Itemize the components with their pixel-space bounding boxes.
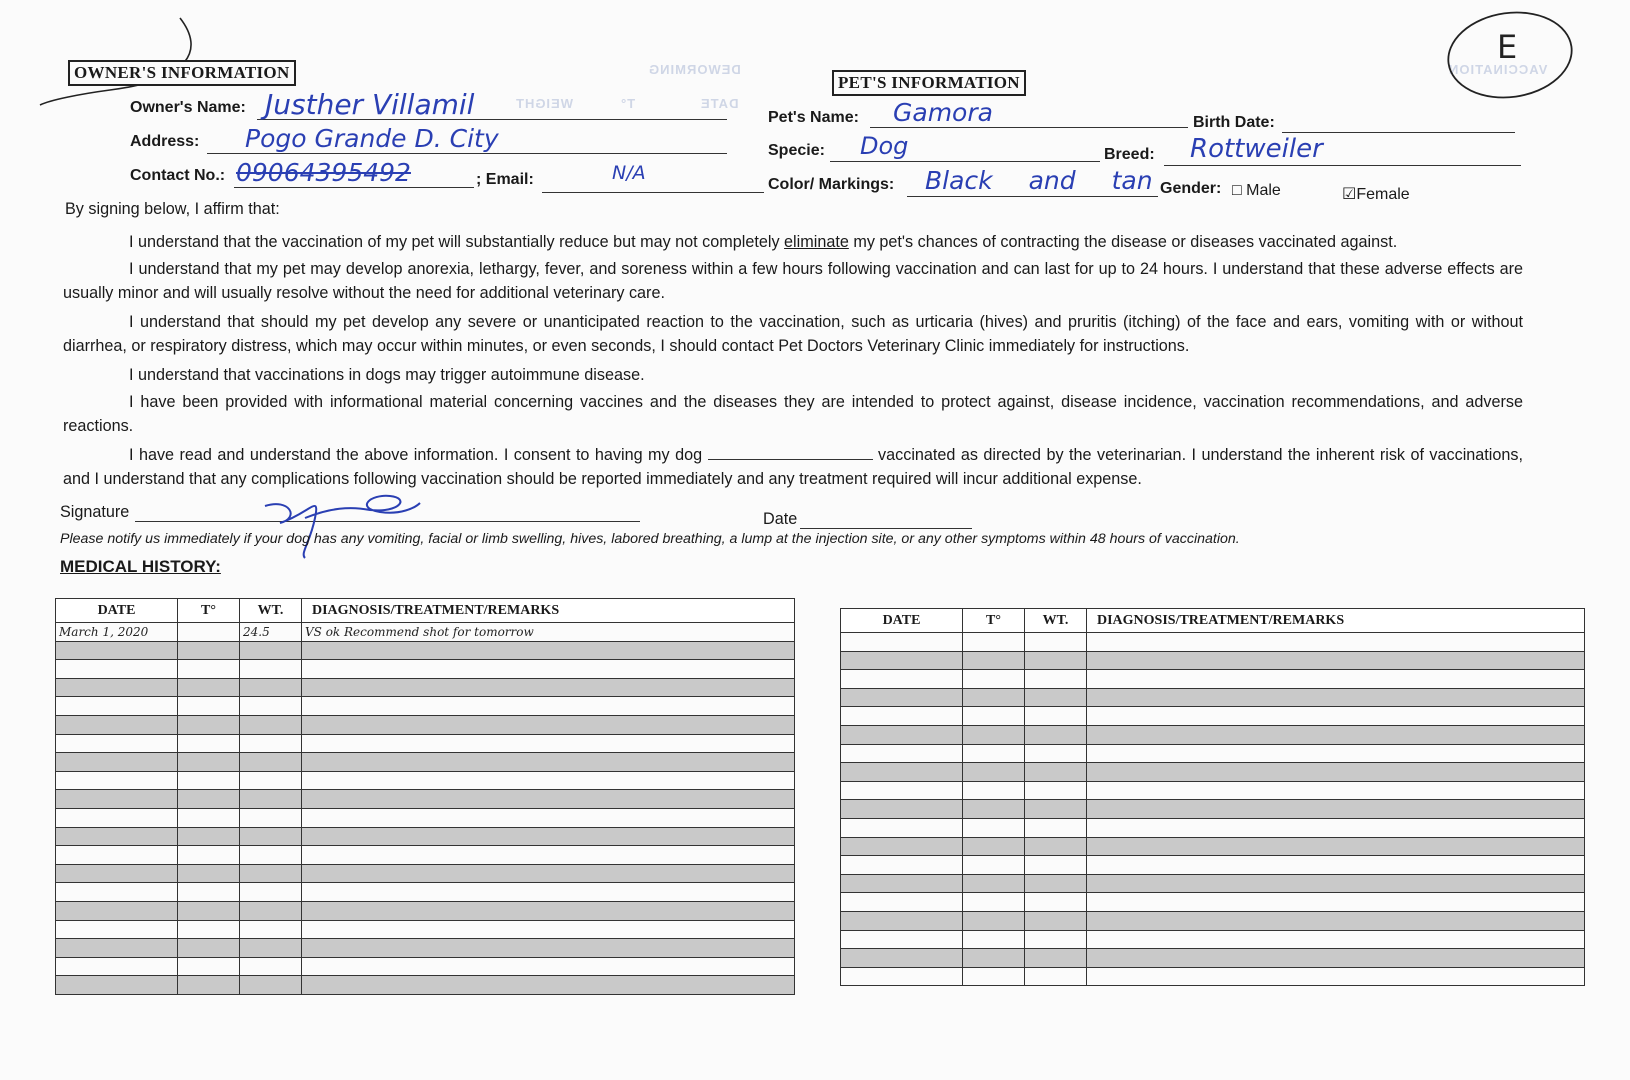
medical-history-table-right bbox=[840, 608, 1585, 986]
notify-notice: Please notify us immediately if your dog has any vomiting, facial or limb swelling, hives, labored breathing, a lump at the injection site, or any other symptoms within 48 hours of vaccination. bbox=[60, 531, 1240, 547]
consent-paragraph-1-text-a: I understand that the vaccination of my pet will substantially reduce but may not completely bbox=[129, 233, 780, 251]
consent-paragraph-3-text: I understand that should my pet develop any severe or unanticipated reaction to the vaccination, such as urticaria (hives) and pruritis (itching) of the face and ears, vomiting with or without diarrhea, or respiratory distress, which may occur within minutes, or even seconds, I should contact Pet Doctors Veterinary Clinic immediately for instructions. bbox=[63, 313, 1523, 355]
table-row bbox=[56, 623, 795, 642]
specie-label: Specie: bbox=[768, 142, 825, 159]
consent-paragraph-5-text: I have been provided with informational material concerning vaccines and the diseases they are intended to protect against, disease incidence, vaccination recommendations, and adverse reactions. bbox=[63, 393, 1523, 435]
email-line bbox=[542, 173, 764, 193]
medical-history-table-left bbox=[55, 598, 795, 995]
owner-info-heading: OWNER'S INFORMATION bbox=[68, 60, 296, 86]
table-row bbox=[56, 957, 795, 976]
col-weight: WT. bbox=[240, 599, 302, 623]
table-row bbox=[56, 808, 795, 827]
date-label: Date bbox=[763, 510, 798, 528]
birth-date-label: Birth Date: bbox=[1193, 114, 1275, 131]
pet-name-label: Pet's Name: bbox=[768, 109, 859, 126]
contact-label: Contact No.: bbox=[130, 167, 226, 184]
color-markings-value: Black and tan bbox=[925, 166, 1153, 195]
consent-intro: By signing below, I affirm that: bbox=[65, 200, 280, 218]
table-row bbox=[841, 818, 1585, 837]
consent-paragraph-6-text-b: vaccinated as directed by the veterinarian. I understand the inherent risk of vaccinations, and I understand that any complications following vaccination should be reported immediately and any treatment required will incur additional expense. bbox=[63, 446, 1524, 488]
table-row bbox=[841, 633, 1585, 652]
consent-paragraph-6-text-a: I have read and understand the above information. I consent to having my dog bbox=[129, 446, 703, 464]
table-row bbox=[56, 901, 795, 920]
table-row bbox=[56, 790, 795, 809]
col-date: DATE bbox=[841, 609, 963, 633]
table-row bbox=[841, 651, 1585, 670]
consent-paragraph-4-text: I understand that vaccinations in dogs may trigger autoimmune disease. bbox=[129, 366, 645, 384]
table-row bbox=[56, 753, 795, 772]
consent-paragraph-2 bbox=[63, 257, 1523, 305]
bleed-through-vaccination: VACCINATION bbox=[1448, 62, 1548, 77]
table-row bbox=[841, 949, 1585, 968]
table-row bbox=[56, 920, 795, 939]
circle-annotation-letter: E bbox=[1497, 28, 1518, 66]
bleed-through-temp: T° bbox=[620, 96, 636, 111]
table-row bbox=[56, 883, 795, 902]
consent-paragraph-1-underlined: eliminate bbox=[784, 233, 849, 251]
address-value: Pogo Grande D. City bbox=[245, 124, 499, 153]
table-row bbox=[841, 893, 1585, 912]
breed-label: Breed: bbox=[1104, 146, 1155, 163]
table-row bbox=[56, 734, 795, 753]
table-row bbox=[841, 874, 1585, 893]
dog-name-blank bbox=[708, 446, 873, 460]
col-remarks: DIAGNOSIS/TREATMENT/REMARKS bbox=[1087, 609, 1585, 633]
table-row bbox=[841, 707, 1585, 726]
consent-paragraph-3 bbox=[63, 310, 1523, 358]
table-row bbox=[56, 864, 795, 883]
table-row bbox=[841, 930, 1585, 949]
table-row bbox=[56, 697, 795, 716]
entry-temp bbox=[178, 623, 240, 642]
entry-date: March 1, 2020 bbox=[56, 623, 178, 642]
table-row bbox=[56, 715, 795, 734]
consent-paragraph-1 bbox=[63, 230, 1523, 254]
table-row bbox=[841, 837, 1585, 856]
gender-label: Gender: bbox=[1160, 180, 1222, 197]
birth-date-line bbox=[1282, 113, 1515, 133]
table-row bbox=[841, 763, 1585, 782]
table-row bbox=[841, 670, 1585, 689]
pet-name-value: Gamora bbox=[893, 98, 993, 127]
consent-paragraph-1-text-b: my pet's chances of contracting the disease or diseases vaccinated against. bbox=[853, 233, 1398, 251]
consent-paragraph-2-text: I understand that my pet may develop anorexia, lethargy, fever, and soreness within a few hours following vaccination and can last for up to 24 hours. I understand that these adverse effects are usually minor and will usually resolve without the need for additional veterinary care. bbox=[63, 260, 1523, 302]
signature-label: Signature bbox=[60, 503, 130, 521]
consent-paragraph-6 bbox=[63, 443, 1523, 491]
consent-paragraph-5 bbox=[63, 390, 1523, 438]
col-date: DATE bbox=[56, 599, 178, 623]
table-row bbox=[56, 976, 795, 995]
bleed-through-deworming: DEWORMING bbox=[648, 62, 741, 77]
gender-female-option[interactable]: ☑Female bbox=[1342, 186, 1410, 203]
table-row bbox=[56, 641, 795, 660]
bleed-through-date: DATE bbox=[700, 96, 739, 111]
medical-history-heading: MEDICAL HISTORY: bbox=[60, 557, 221, 576]
signature-scribble-icon bbox=[260, 488, 430, 560]
address-label: Address: bbox=[130, 133, 200, 150]
table-row bbox=[841, 800, 1585, 819]
date-line bbox=[800, 509, 972, 529]
entry-weight: 24.5 bbox=[240, 623, 302, 642]
table-row bbox=[56, 660, 795, 679]
consent-paragraph-4 bbox=[63, 363, 1523, 387]
table-row bbox=[841, 911, 1585, 930]
breed-value: Rottweiler bbox=[1190, 134, 1323, 164]
col-temp: T° bbox=[178, 599, 240, 623]
email-value: N/A bbox=[612, 162, 646, 184]
pet-info-heading: PET'S INFORMATION bbox=[832, 70, 1026, 96]
col-temp: T° bbox=[963, 609, 1025, 633]
table-row bbox=[841, 725, 1585, 744]
table-row bbox=[841, 781, 1585, 800]
table-row bbox=[56, 771, 795, 790]
table-row bbox=[56, 939, 795, 958]
owner-name-label: Owner's Name: bbox=[130, 99, 246, 116]
contact-value: 09064395492 bbox=[236, 158, 411, 187]
table-row bbox=[841, 688, 1585, 707]
color-markings-label: Color/ Markings: bbox=[768, 176, 895, 193]
owner-name-value: Justher Villamil bbox=[265, 88, 475, 121]
table-row bbox=[841, 744, 1585, 763]
col-weight: WT. bbox=[1025, 609, 1087, 633]
table-row bbox=[841, 856, 1585, 875]
table-row bbox=[56, 678, 795, 697]
table-row bbox=[841, 967, 1585, 986]
entry-remarks: VS ok Recommend shot for tomorrow bbox=[302, 623, 795, 642]
table-row bbox=[56, 846, 795, 865]
email-label: ; Email: bbox=[476, 171, 534, 188]
specie-value: Dog bbox=[860, 132, 909, 160]
col-remarks: DIAGNOSIS/TREATMENT/REMARKS bbox=[302, 599, 795, 623]
gender-male-option[interactable]: □ Male bbox=[1232, 182, 1281, 199]
table-row bbox=[56, 827, 795, 846]
bleed-through-weight: WEIGHT bbox=[515, 96, 573, 111]
